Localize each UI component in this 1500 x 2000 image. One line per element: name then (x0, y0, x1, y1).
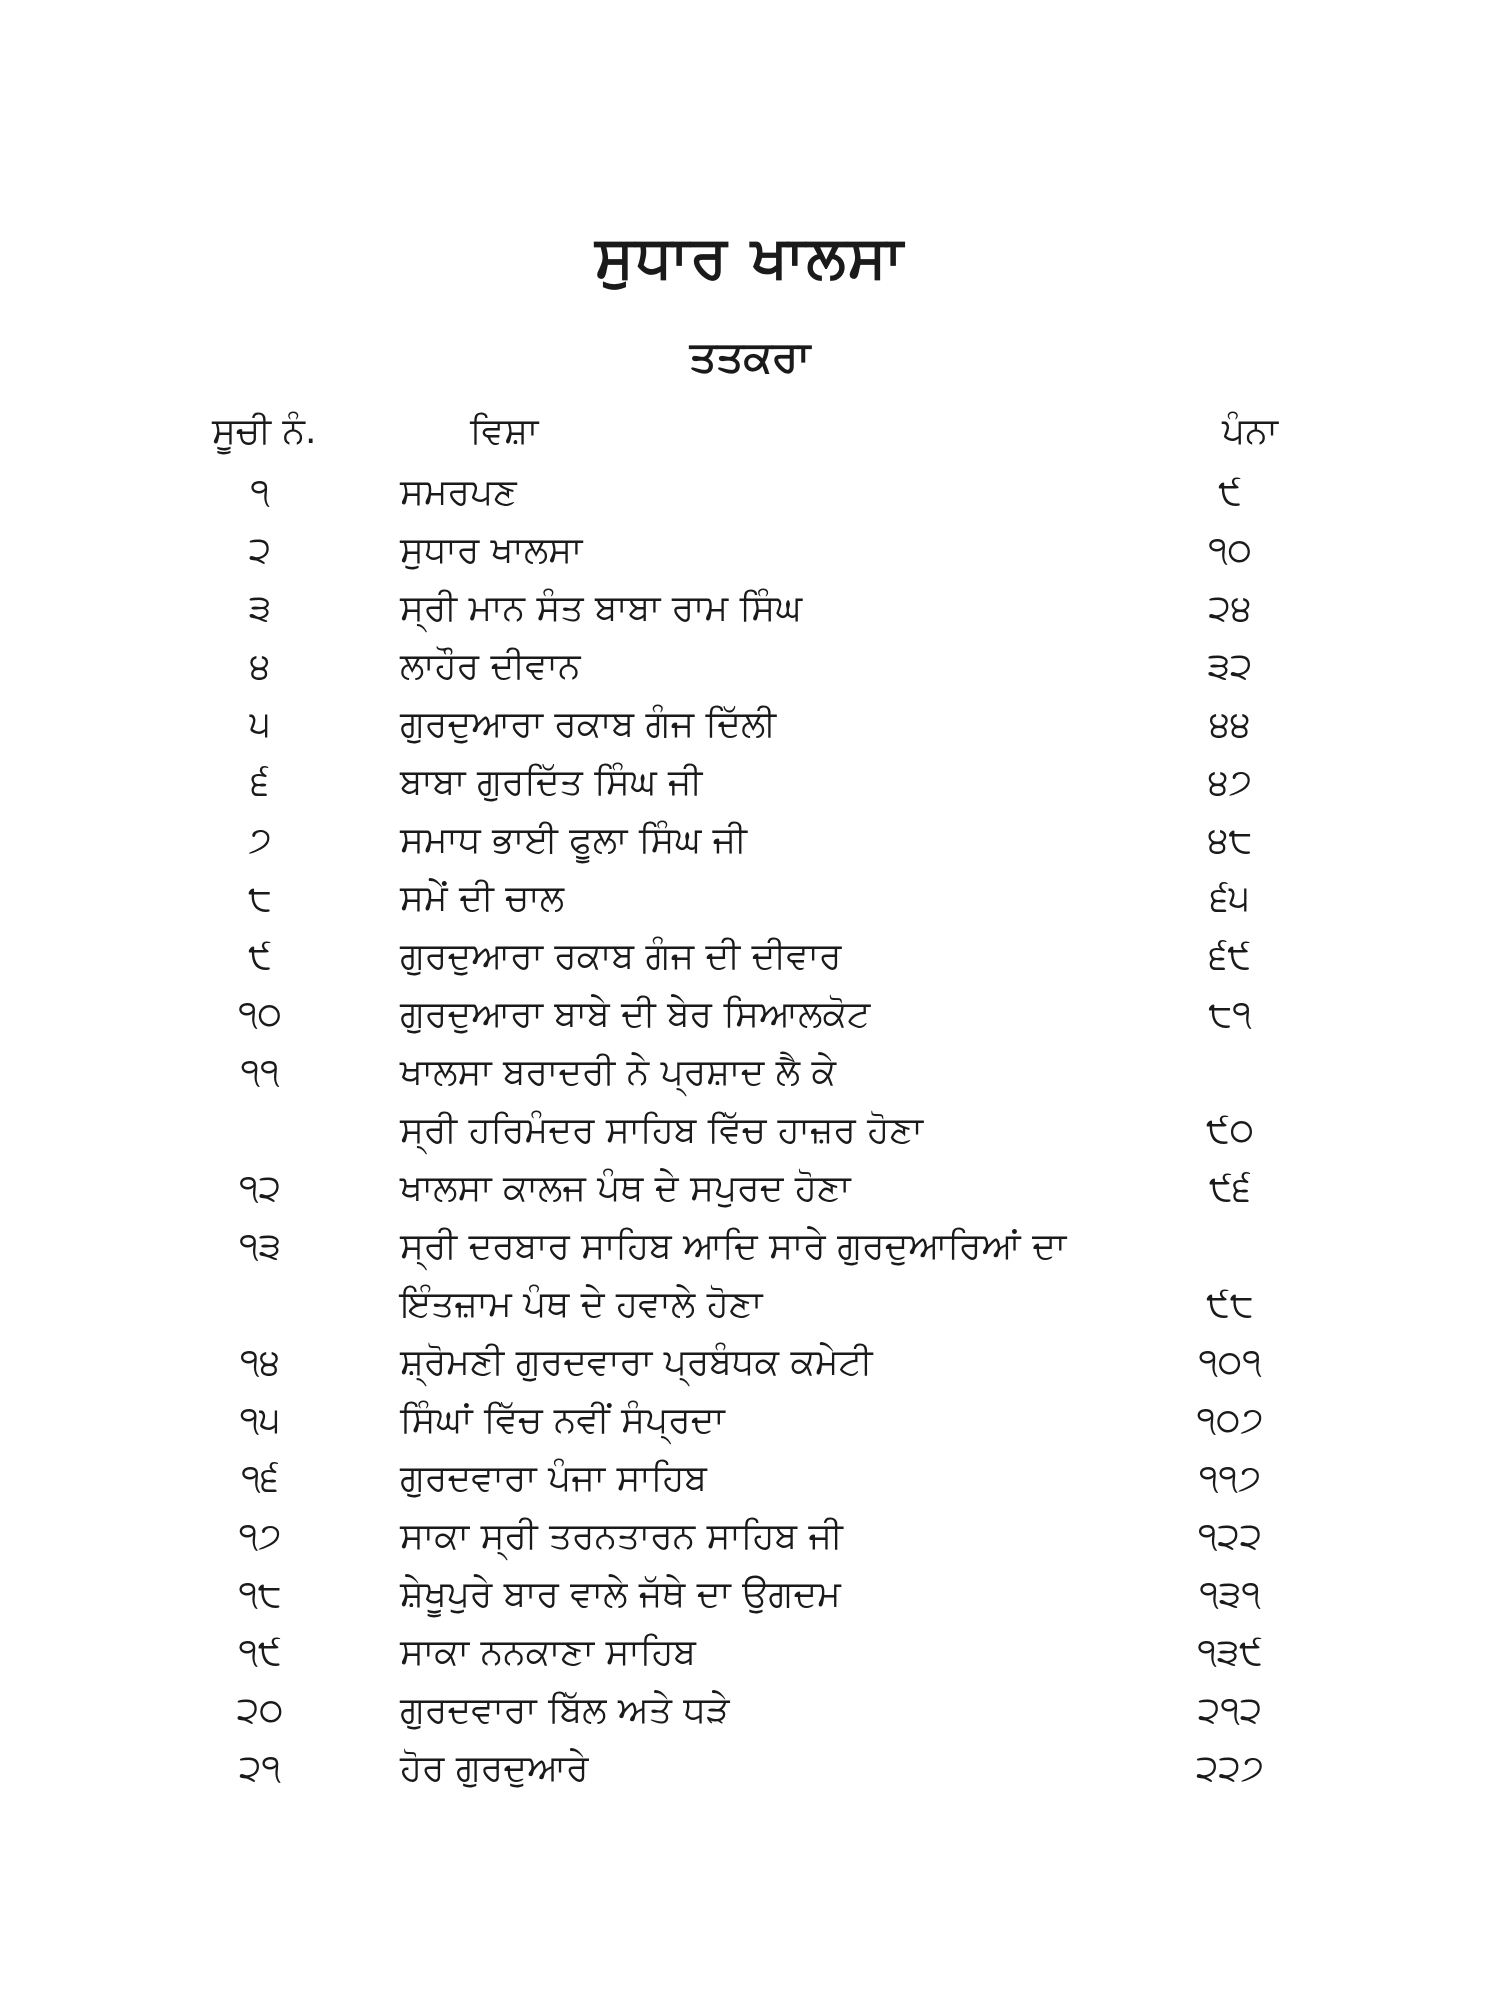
entry-page: ੧੦੭ (1196, 1400, 1264, 1441)
entry-page: ੪੪ (1209, 704, 1251, 745)
entry-page: ੮੧ (1208, 994, 1252, 1035)
entry-subject: ਸ਼ੇਖੂਪੁਰੇ ਬਾਰ ਵਾਲੇ ਜੱਥੇ ਦਾ ਉਗਦਮ (400, 1574, 841, 1615)
entry-page: ੧੦ (1208, 530, 1252, 571)
entry-subject: ਸਮਰਪਣ (400, 472, 517, 513)
toc-row (0, 1740, 1500, 1798)
toc-row (0, 870, 1500, 928)
entry-subject: ਸ੍ਰੀ ਦਰਬਾਰ ਸਾਹਿਬ ਆਦਿ ਸਾਰੇ ਗੁਰਦੁਆਰਿਆਂ ਦਾ (400, 1226, 1067, 1267)
entry-subject: ਹੋਰ ਗੁਰਦੁਆਰੇ (400, 1748, 589, 1789)
entry-subject: ਸ਼੍ਰੋਮਣੀ ਗੁਰਦਵਾਰਾ ਪ੍ਰਬੰਧਕ ਕਮੇਟੀ (400, 1342, 873, 1383)
entry-subject: ਬਾਬਾ ਗੁਰਦਿੱਤ ਸਿੰਘ ਜੀ (400, 762, 703, 803)
entry-subject: ਸਮਾਧ ਭਾਈ ਫੂਲਾ ਸਿੰਘ ਜੀ (400, 820, 748, 861)
toc-row (0, 1276, 1500, 1334)
toc-row (0, 986, 1500, 1044)
entry-page: ੨੪ (1208, 588, 1252, 629)
toc-row (0, 754, 1500, 812)
entry-subject: ਖਾਲਸਾ ਬਰਾਦਰੀ ਨੇ ਪ੍ਰਸ਼ਾਦ ਲੈ ਕੇ (400, 1052, 837, 1093)
entry-number: ੨ (248, 530, 272, 571)
entry-subject: ਸ੍ਰੀ ਹਰਿਮੰਦਰ ਸਾਹਿਬ ਵਿੱਚ ਹਾਜ਼ਰ ਹੋਣਾ (400, 1110, 924, 1151)
entry-number: ੮ (248, 878, 272, 919)
toc-row (0, 1624, 1500, 1682)
entry-number: ੫ (249, 704, 271, 745)
entry-page: ੯੬ (1209, 1168, 1251, 1209)
entry-subject: ਖਾਲਸਾ ਕਾਲਜ ਪੰਥ ਦੇ ਸਪੁਰਦ ਹੋਣਾ (400, 1168, 851, 1209)
entry-page: ੩੨ (1207, 646, 1253, 687)
toc-row (0, 580, 1500, 638)
entry-number: ੧੯ (238, 1632, 282, 1673)
entry-number: ੯ (248, 936, 272, 977)
header-subject: ਵਿਸ਼ਾ (470, 411, 539, 452)
toc-header-row (0, 408, 1500, 456)
entry-subject: ਲਾਹੌਰ ਦੀਵਾਨ (400, 646, 581, 687)
entry-number: ੩ (248, 588, 272, 629)
entry-page: ੧੧੭ (1198, 1458, 1262, 1499)
entry-page: ੪੮ (1207, 820, 1253, 861)
page-title: ਸੁਧਾਰ ਖਾਲਸਾ (595, 223, 905, 291)
entry-subject: ਗੁਰਦੁਆਰਾ ਰਕਾਬ ਗੰਜ ਦਿੱਲੀ (400, 704, 777, 745)
page-subtitle: ਤਤਕਰਾ (689, 332, 811, 381)
entry-page: ੧੨੨ (1197, 1516, 1263, 1557)
header-number: ਸੂਚੀ ਨੰ. (212, 411, 317, 452)
entry-page: ੪੭ (1208, 762, 1252, 803)
toc-row (0, 696, 1500, 754)
entry-number: ੪ (249, 646, 271, 687)
entry-number: ੧੨ (239, 1168, 281, 1209)
entry-subject: ਸਮੇਂ ਦੀ ਚਾਲ (400, 878, 565, 919)
entry-page: ੧੩੧ (1199, 1574, 1261, 1615)
entry-page: ੨੨੭ (1195, 1748, 1264, 1789)
toc-row (0, 1450, 1500, 1508)
toc-row (0, 928, 1500, 986)
entry-number: ੧੪ (239, 1342, 281, 1383)
entry-page: ੯੮ (1206, 1284, 1254, 1325)
toc-row (0, 1160, 1500, 1218)
entry-subject: ਇੰਤਜ਼ਾਮ ਪੰਥ ਦੇ ਹਵਾਲੇ ਹੋਣਾ (400, 1284, 763, 1325)
entry-subject: ਸੁਧਾਰ ਖਾਲਸਾ (400, 530, 583, 571)
entry-subject: ਸਿੰਘਾਂ ਵਿੱਚ ਨਵੀਂ ਸੰਪ੍ਰਦਾ (400, 1400, 725, 1441)
entry-subject: ਗੁਰਦਵਾਰਾ ਪੰਜਾ ਸਾਹਿਬ (400, 1458, 707, 1499)
entry-subject: ਸਾਕਾ ਨਨਕਾਣਾ ਸਾਹਿਬ (400, 1632, 697, 1673)
toc-row (0, 1334, 1500, 1392)
entry-number: ੧੧ (240, 1052, 280, 1093)
entry-page: ੯ (1218, 472, 1242, 513)
entry-subject: ਗੁਰਦੁਆਰਾ ਰਕਾਬ ਗੰਜ ਦੀ ਦੀਵਾਰ (400, 936, 842, 977)
toc-row (0, 464, 1500, 522)
toc-row (0, 1682, 1500, 1740)
toc-row (0, 1508, 1500, 1566)
entry-number: ੧੮ (238, 1574, 282, 1615)
entry-subject: ਸਾਕਾ ਸ੍ਰੀ ਤਰਨਤਾਰਨ ਸਾਹਿਬ ਜੀ (400, 1516, 843, 1557)
entry-number: ੬ (250, 762, 270, 803)
entry-number: ੧੬ (241, 1458, 279, 1499)
entry-page: ੬੫ (1210, 878, 1250, 919)
toc-row (0, 522, 1500, 580)
entry-subject: ਗੁਰਦਵਾਰਾ ਬਿੱਲ ਅਤੇ ਧੜੇ (400, 1690, 730, 1731)
entry-page: ੯੦ (1206, 1110, 1254, 1151)
entry-number: ੨੧ (239, 1748, 281, 1789)
entry-subject: ਸ੍ਰੀ ਮਾਨ ਸੰਤ ਬਾਬਾ ਰਾਮ ਸਿੰਘ (400, 588, 803, 629)
entry-page: ੬੯ (1209, 936, 1251, 977)
entry-number: ੧੩ (239, 1226, 281, 1267)
entry-number: ੭ (248, 820, 272, 861)
entry-number: ੨੦ (236, 1690, 284, 1731)
toc-row (0, 1102, 1500, 1160)
toc-row (0, 638, 1500, 696)
entry-page: ੧੩੯ (1197, 1632, 1263, 1673)
entry-page: ੨੧੨ (1197, 1690, 1263, 1731)
toc-row (0, 1392, 1500, 1450)
toc-row (0, 1566, 1500, 1624)
entry-number: ੧੫ (239, 1400, 281, 1441)
header-page: ਪੰਨਾ (1222, 411, 1279, 452)
toc-row (0, 1044, 1500, 1102)
toc-row (0, 812, 1500, 870)
entry-page: ੧੦੧ (1198, 1342, 1262, 1383)
toc-row (0, 1218, 1500, 1276)
entry-subject: ਗੁਰਦੁਆਰਾ ਬਾਬੇ ਦੀ ਬੇਰ ਸਿਆਲਕੋਟ (400, 994, 871, 1035)
entry-number: ੧ (250, 472, 270, 513)
entry-number: ੧੦ (238, 994, 282, 1035)
entry-number: ੧੭ (238, 1516, 282, 1557)
table-of-contents (0, 464, 1500, 1798)
